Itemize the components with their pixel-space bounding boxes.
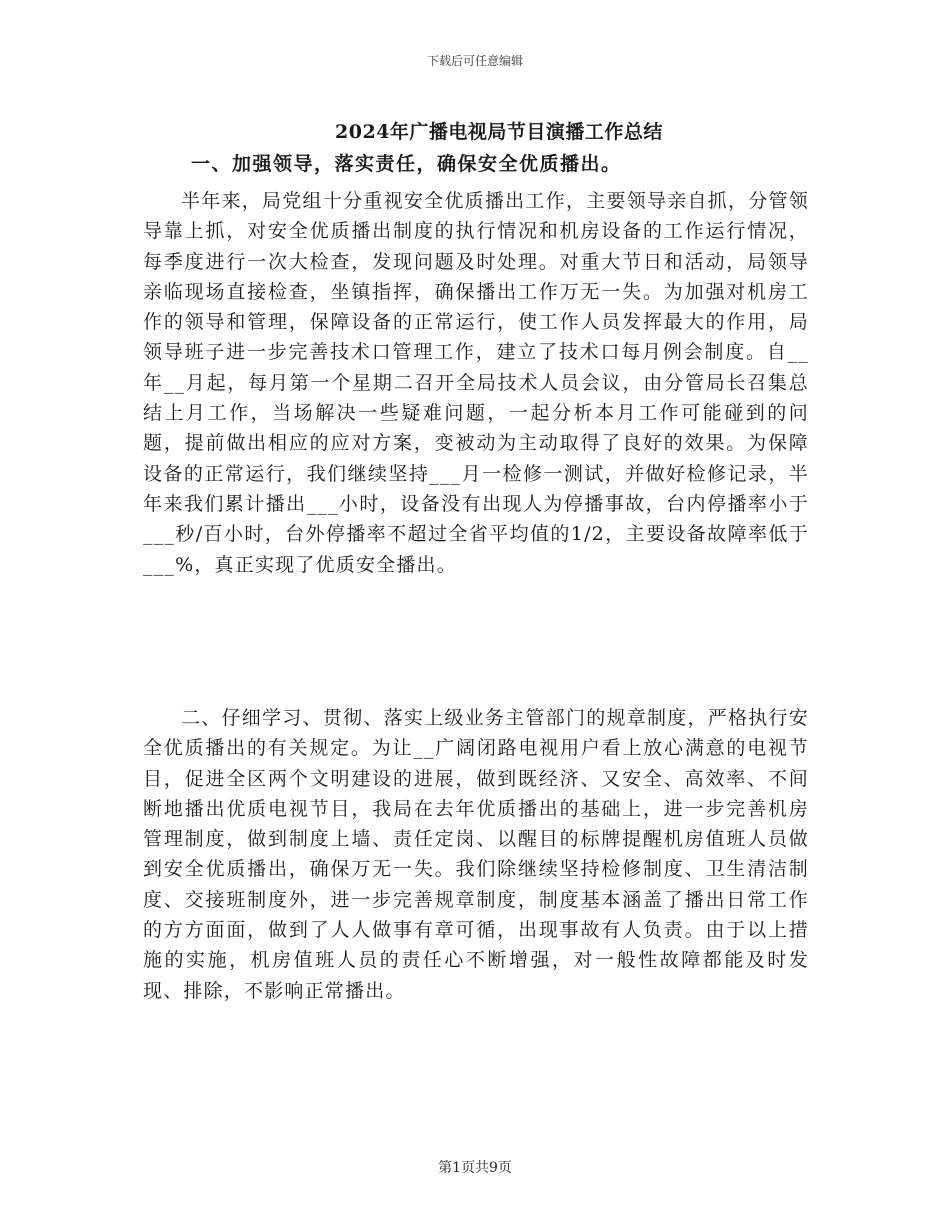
page-header-note: 下载后可任意编辑 bbox=[426, 54, 523, 68]
page-number: 第1页共9页 bbox=[438, 1160, 512, 1176]
body-paragraph: 半年来，局党组十分重视安全优质播出工作，主要领导亲自抓，分管领导靠上抓，对安全优质播出制度的执行情况和机房设备的工作运行情况，每季度进行一次大检查，发现问题及时处理。对重大节日和活动，局领导亲临现场直接检查，坐镇指挥，确保播出工作万无一失。为加强对机房工作的领导和管理，保障设备的正常运行，使工作人员发挥最大的作用，局领导班子进一步完善技术口管理工作，建立了技术口每月例会制度。自__年__月起，每月第一个星期二召开全局技术人员会议，由分管局长召集总结上月工作，当场解决一些疑难问题，一起分析本月工作可能碰到的问题，提前做出相应的应对方案，变被动为主动取得了良好的效果。为保障设备的正常运行，我们继续坚持___月一检修一测试，并做好检修记录，半年来我们累计播出___小时，设备没有出现人为停播事故，台内停播率小于___秒/百小时，台外停播率不超过全省平均值的1/2，主要设备故障率低于___%，真正实现了优质安全播出。 bbox=[143, 190, 809, 576]
document-title: 2024年广播电视局节目演播工作总结 bbox=[335, 121, 663, 143]
section-heading: 一、加强领导，落实责任，确保安全优质播出。 bbox=[191, 153, 622, 175]
body-paragraph: 二、仔细学习、贯彻、落实上级业务主管部门的规章制度，严格执行安全优质播出的有关规定。为让__广阔闭路电视用户看上放心满意的电视节目，促进全区两个文明建设的进展，做到既经济、又安全、高效率、不间断地播出优质电视节目，我局在去年优质播出的基础上，进一步完善机房管理制度，做到制度上墙、责任定岗、以醒目的标牌提醒机房值班人员做到安全优质播出，确保万无一失。我们除继续坚持检修制度、卫生清洁制度、交接班制度外，进一步完善规章制度，制度基本涵盖了播出日常工作的方方面面，做到了人人做事有章可循，出现事故有人负责。由于以上措施的实施，机房值班人员的责任心不断增强，对一般性故障都能及时发现、排除，不影响正常播出。 bbox=[143, 707, 809, 1002]
